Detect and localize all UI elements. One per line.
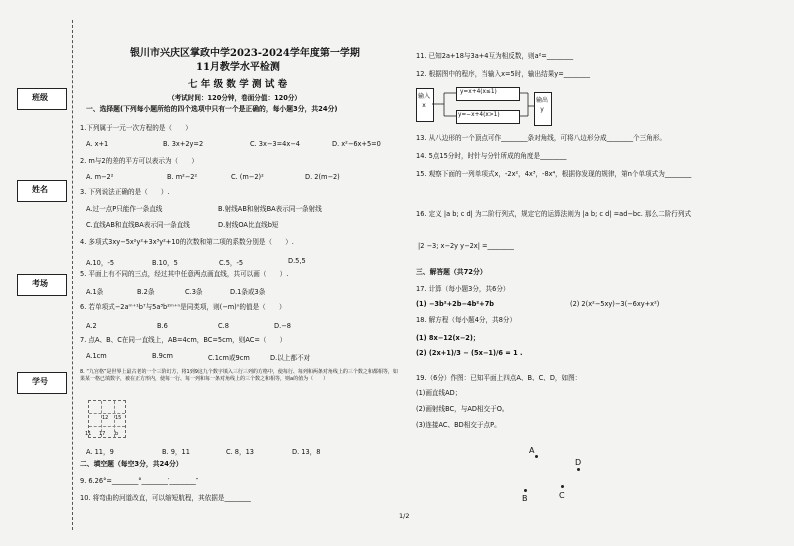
exam-name: 11月教学水平检测 [196, 62, 280, 73]
question-14: 14. 5点15分时，时针与分针所成的角度是________ [416, 152, 567, 160]
grid-number-11: 11 [85, 431, 92, 437]
determinant-expression: |2 −3; x−2y y−2x| =________ [418, 242, 514, 250]
question-3: 3. 下列说法正确的是（ ）. [80, 188, 170, 196]
class-label: 班级 [32, 93, 48, 102]
grid-number-12: 12 [102, 415, 109, 421]
flow-rule-bottom: y=−x+4(x>1) [458, 112, 500, 118]
section2-title: 二、填空题（每空3分，共24分） [80, 460, 183, 468]
question-12: 12. 根据图中的程序，当输入x=5时，输出结果y=________ [416, 70, 591, 78]
question-5: 5. 平面上有不同的三点，经过其中任意两点画直线，共可以画（ ）. [80, 270, 289, 278]
name-label: 姓名 [32, 185, 48, 194]
exam-info: （考试时间：120分钟，卷面分值：120分） [168, 94, 302, 102]
q4-option-a: A.10，-5 [86, 259, 115, 267]
q5-option-b: B.2条 [137, 288, 155, 296]
q3-option-d: D.射线OA比直线b短 [218, 221, 279, 229]
question-10: 10. 将弯曲的河道改直，可以缩短航程，其依据是________ [80, 494, 251, 502]
exam-room-label: 考场 [32, 279, 48, 288]
q7-option-d: D.以上都不对 [270, 354, 311, 362]
page-number: 1/2 [399, 512, 410, 520]
point-b [524, 489, 527, 492]
question-19: 19.（6分）作图：已知平面上四点A、B、C、D，如图： [416, 374, 582, 382]
student-id-label: 学号 [32, 377, 48, 386]
q5-option-d: D.1条或3条 [230, 288, 266, 296]
q1-option-c: C. 3x−3=4x−4 [250, 140, 300, 148]
grid-letter-b: b [115, 431, 119, 437]
q6-option-b: B.6 [157, 322, 168, 330]
q8-option-b: B. 9，11 [162, 448, 190, 456]
flow-output-label: 输出y [536, 97, 549, 113]
question-9: 9. 6.26°=________°________′________″ [80, 477, 199, 485]
question-15: 15. 观察下面的一列单项式x，-2x²，4x³，-8x⁴，根据你发现的规律，第n个单项式为________ [416, 170, 692, 178]
magic-square-grid [85, 400, 126, 438]
question-18-2: (2) (2x+1)/3 − (5x−1)/6 = 1 . [416, 349, 523, 357]
flow-input-label: 输入x [418, 93, 431, 109]
grid-number-15: 15 [115, 415, 122, 421]
flow-rule-top: y=x+4(x≤1) [460, 89, 497, 95]
q8-option-a: A. 11，9 [86, 448, 114, 456]
q5-option-c: C.3条 [185, 288, 203, 296]
q8-option-c: C. 8，13 [226, 448, 254, 456]
question-18: 18. 解方程（每小题4分，共8分） [416, 316, 517, 324]
q2-option-b: B. m²−2² [167, 173, 198, 181]
point-a [535, 455, 538, 458]
question-11: 11. 已知2a+18与3a+4互为相反数，则a²=________ [416, 52, 574, 60]
q2-option-a: A. m−2² [86, 173, 114, 181]
point-d-label: D [575, 458, 582, 467]
section1-title: 一、选择题(下列每小题所给的四个选项中只有一个是正确的，每小题3分，共24分) [86, 105, 338, 113]
q7-option-b: B.9cm [152, 352, 173, 360]
question-18-1: (1) 8x−12(x−2)； [416, 334, 480, 342]
q3-option-c: C.直线AB和直线BA表示同一条直线 [86, 221, 190, 229]
question-13: 13. 从八边形的一个顶点可作________条对角线，可将八边形分成________个三角形。 [416, 134, 666, 142]
q1-option-a: A. x+1 [86, 140, 109, 148]
question-16: 16. 定义 |a b; c d| 为二阶行列式，规定它的运算法则为 |a b; c d| =ad−bc. 那么二阶行列式 [416, 210, 692, 218]
flow-arrows [416, 84, 576, 130]
q4-option-b: B.10，5 [152, 259, 178, 267]
question-17-2: (2) 2(x²−5xy)−3(−6xy+x²) [570, 300, 660, 308]
q6-option-a: A.2 [86, 322, 97, 330]
point-d [577, 468, 580, 471]
question-19-2: (2)画射线BC，与AD相交于O。 [416, 405, 509, 413]
q4-option-d: D.5,5 [288, 257, 306, 265]
q5-option-a: A.1条 [86, 288, 104, 296]
question-6: 6. 若单项式−2aᵐ⁺¹b⁷与5a³b²ᵐ⁺ⁿ是同类项，则(−m)ⁿ的值是（ ） [80, 303, 286, 311]
point-c-label: C [559, 491, 565, 500]
q7-option-a: A.1cm [86, 352, 107, 360]
question-2: 2. m与2的差的平方可以表示为（ ） [80, 157, 198, 165]
q3-option-b: B.射线AB和射线BA表示同一条射线 [218, 205, 322, 213]
q3-option-a: A.过一点P只能作一条直线 [86, 205, 163, 213]
question-1: 1.下列属于一元一次方程的是（ ） [80, 124, 192, 132]
q2-option-d: D. 2(m−2) [305, 173, 340, 181]
question-8: 8. “九宫格”是世界上最古老的一个三阶幻方，将1到9这九个数字填入三行三列的方格中，使每行、每列和两条对角线上的三个数之和都相等，如果某一格已填数字，被在正方形内，使每一行、每一列和每一条对角线上的三个数之和相等，则a的值为（ ） [80, 369, 398, 382]
q6-option-c: C.8 [218, 322, 229, 330]
program-flowchart [416, 84, 576, 130]
point-a-label: A [529, 446, 535, 455]
grid-number-17: 17 [99, 431, 106, 437]
point-c [561, 485, 564, 488]
q8-option-d: D. 13，8 [292, 448, 321, 456]
question-17-1: (1) −3b²+2b−4b²+7b [416, 300, 495, 308]
q6-option-d: D.−8 [274, 322, 291, 330]
q4-option-c: C.5，-5 [219, 259, 244, 267]
point-b-label: B [522, 494, 528, 503]
q7-option-c: C.1cm或9cm [208, 354, 250, 362]
school-title: 银川市兴庆区掌政中学2023-2024学年度第一学期 [130, 48, 360, 59]
binding-line [72, 20, 73, 530]
section3-title: 三、解答题（共72分） [416, 268, 487, 276]
question-4: 4. 多项式3xy−5x²y²+3x³y²+10的次数和第二项的系数分别是（ ）. [80, 238, 294, 246]
question-19-3: (3)连接AC、BD相交于点P。 [416, 421, 501, 429]
question-17: 17. 计算（每小题3分，共6分） [416, 285, 510, 293]
question-7: 7. 点A、B、C在同一直线上，AB=4cm，BC=5cm，则AC=（ ） [80, 336, 287, 344]
paper-name: 七 年 级 数 学 测 试 卷 [188, 79, 288, 90]
q1-option-d: D. x²−6x+5=0 [332, 140, 381, 148]
question-19-1: (1)画直线AD； [416, 389, 462, 397]
q1-option-b: B. 3x+2y=2 [163, 140, 204, 148]
q2-option-c: C. (m−2)² [231, 173, 264, 181]
